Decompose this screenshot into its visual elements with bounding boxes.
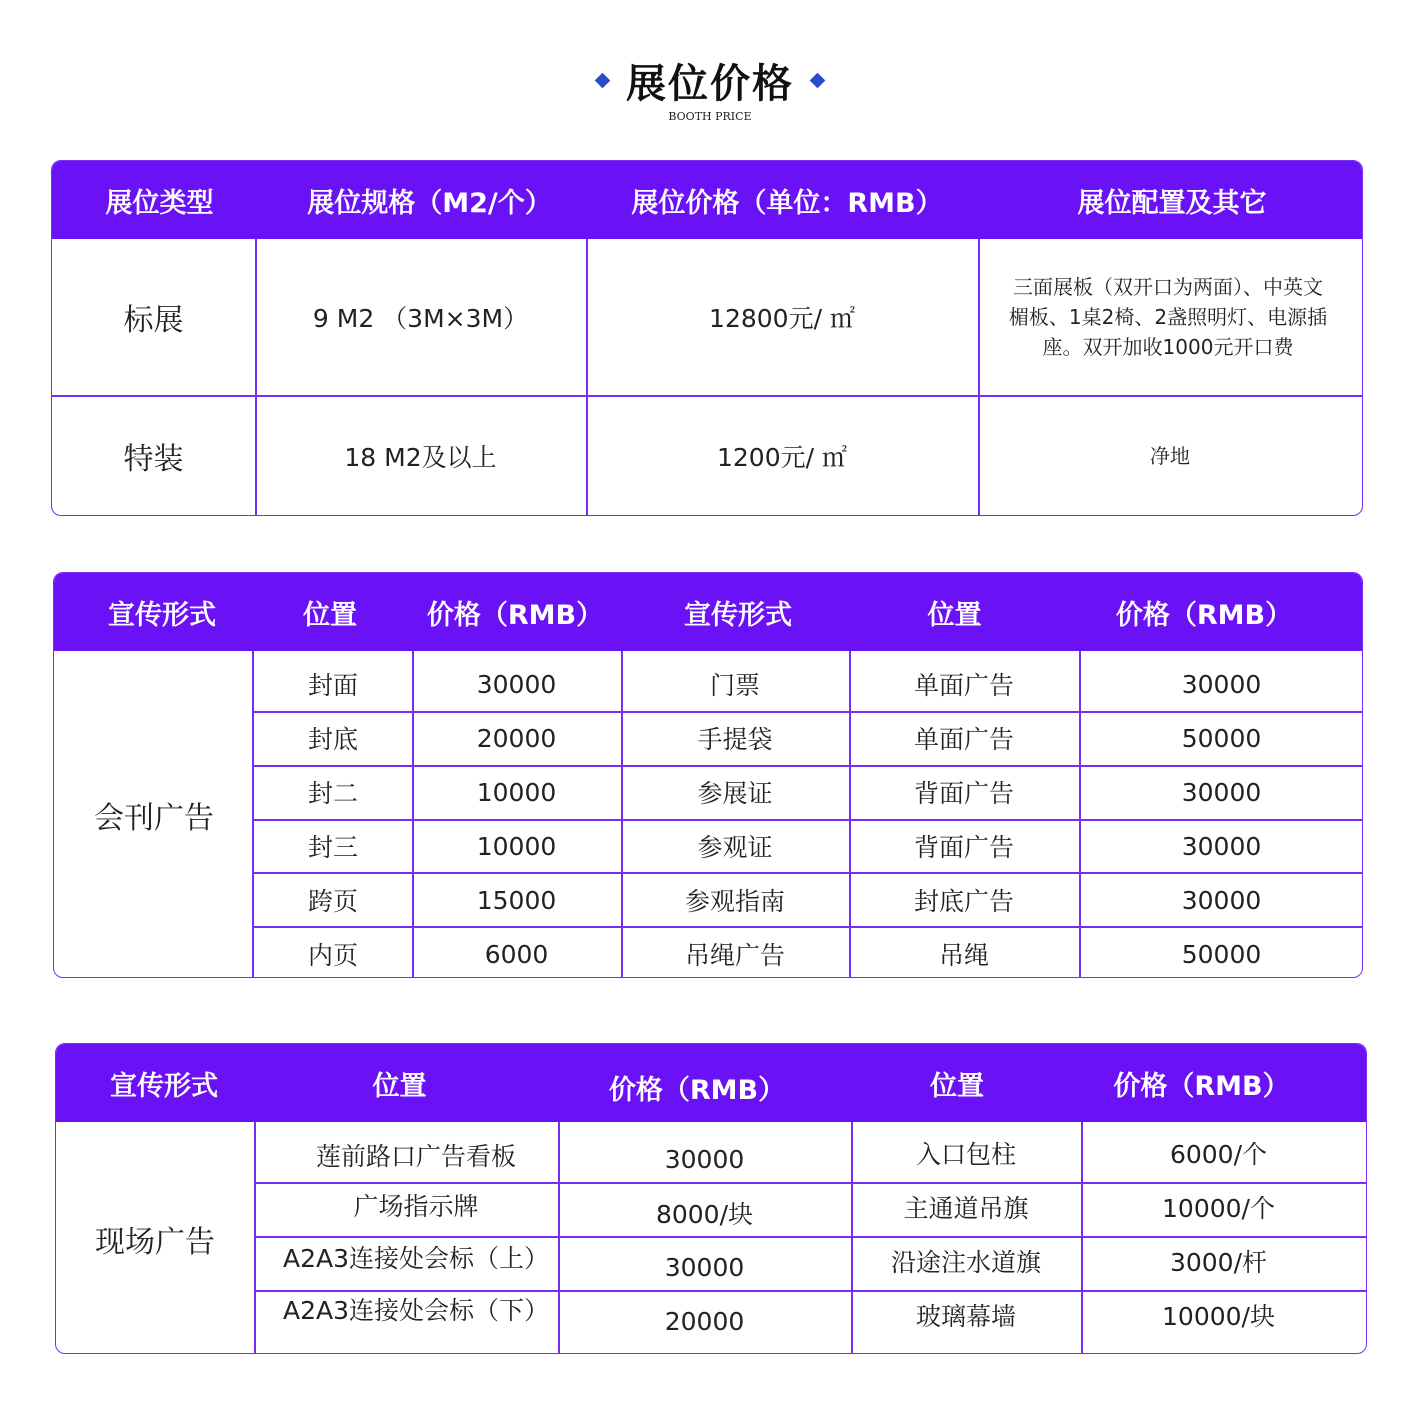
booth-price: 1200元/ ㎡ (717, 443, 847, 472)
price-cell: 10000 (476, 831, 557, 861)
position-cell: 封底 (307, 725, 358, 754)
form-cell: 参观指南 (684, 887, 785, 916)
position-cell: 封面 (307, 671, 358, 700)
page-title (0, 52, 1420, 109)
header-cell: 展位价格（单位：RMB） (631, 187, 943, 219)
booth-type: 特装 (123, 442, 184, 477)
booth-price-table (51, 160, 1363, 516)
form-cell: 手提袋 (697, 725, 773, 754)
header-cell: 位置 (930, 1070, 984, 1102)
table-header (52, 161, 1362, 239)
onsite-category: 现场广告 (95, 1224, 215, 1260)
price-cell: 10000 (476, 777, 557, 807)
position-cell: 封二 (307, 779, 358, 808)
header-cell: 价格（RMB） (1115, 599, 1293, 631)
header-cell: 价格（RMB） (608, 1074, 786, 1106)
price-cell: 10000/块 (1162, 1302, 1275, 1331)
header-cell: 位置 (927, 599, 982, 631)
price-cell: 30000 (1181, 831, 1262, 861)
price-cell: 10000/个 (1162, 1194, 1275, 1223)
header-cell: 价格（RMB） (426, 599, 604, 631)
booth-spec: 18 M2及以上 (344, 443, 497, 472)
form-cell: 参观证 (697, 833, 773, 862)
price-cell: 30000 (1181, 885, 1262, 915)
booth-config: 三面展板（双开口为两面）、中英文楣板、1桌2椅、2盏照明灯、电源插座。双开加收1000元开口费 (1008, 275, 1328, 359)
journal-category: 会刊广告 (94, 801, 214, 836)
position-cell: A2A3连接处会标（上） (282, 1244, 550, 1273)
price-cell: 20000 (476, 723, 557, 753)
position-cell: 沿途注水道旗 (890, 1248, 1041, 1277)
price-cell: 30000 (664, 1144, 745, 1174)
position-cell: 莲前路口广告看板 (315, 1142, 516, 1171)
position-cell: 单面广告 (913, 725, 1014, 754)
table-header (56, 1044, 1366, 1122)
booth-type: 标展 (123, 303, 184, 338)
header-cell: 宣传形式 (684, 599, 792, 631)
price-cell: 6000 (484, 939, 549, 969)
header-cell: 宣传形式 (108, 599, 216, 631)
price-cell: 30000 (476, 669, 557, 699)
booth-spec: 9 M2 （3M×3M） (312, 304, 529, 333)
price-cell: 15000 (476, 885, 557, 915)
booth-config: 净地 (1150, 444, 1190, 468)
price-cell: 50000 (1181, 723, 1262, 753)
form-cell: 门票 (709, 671, 760, 700)
form-cell: 吊绳广告 (684, 941, 785, 970)
price-cell: 30000 (1181, 669, 1262, 699)
position-cell: 广场指示牌 (353, 1192, 479, 1221)
price-cell: 20000 (664, 1306, 745, 1336)
header-cell: 展位规格（M2/个） (307, 187, 552, 219)
page-subtitle: BOOTH PRICE (668, 110, 752, 123)
header-cell: 位置 (372, 1070, 427, 1102)
position-cell: 封底广告 (913, 887, 1014, 916)
diamond-icon (595, 73, 611, 89)
header-cell: 展位配置及其它 (1077, 187, 1267, 219)
header-cell: 展位类型 (105, 187, 214, 219)
price-cell: 30000 (664, 1252, 745, 1282)
price-cell: 3000/杆 (1169, 1248, 1268, 1277)
position-cell: 玻璃幕墙 (915, 1302, 1016, 1331)
title-text: 展位价格 (626, 60, 794, 107)
table-header (54, 573, 1362, 651)
price-cell: 8000/块 (655, 1200, 754, 1229)
header-cell: 价格（RMB） (1113, 1070, 1290, 1102)
position-cell: 吊绳 (938, 941, 989, 970)
form-cell: 参展证 (697, 779, 773, 808)
diamond-icon (810, 73, 826, 89)
price-cell: 30000 (1181, 777, 1262, 807)
price-cell: 50000 (1181, 939, 1262, 969)
header-cell: 位置 (303, 599, 357, 631)
position-cell: 封三 (307, 833, 358, 862)
position-cell: A2A3连接处会标（下） (282, 1296, 550, 1325)
journal-ad-table (53, 572, 1363, 978)
booth-price: 12800元/ ㎡ (709, 304, 855, 333)
position-cell: 背面广告 (913, 833, 1014, 862)
position-cell: 背面广告 (913, 779, 1014, 808)
header-cell: 宣传形式 (110, 1070, 218, 1102)
price-cell: 6000/个 (1169, 1140, 1268, 1169)
position-cell: 入口包柱 (915, 1140, 1016, 1169)
onsite-ad-table (55, 1043, 1367, 1354)
position-cell: 单面广告 (913, 671, 1014, 700)
position-cell: 内页 (307, 941, 358, 970)
position-cell: 跨页 (307, 887, 358, 916)
position-cell: 主通道吊旗 (903, 1194, 1029, 1223)
